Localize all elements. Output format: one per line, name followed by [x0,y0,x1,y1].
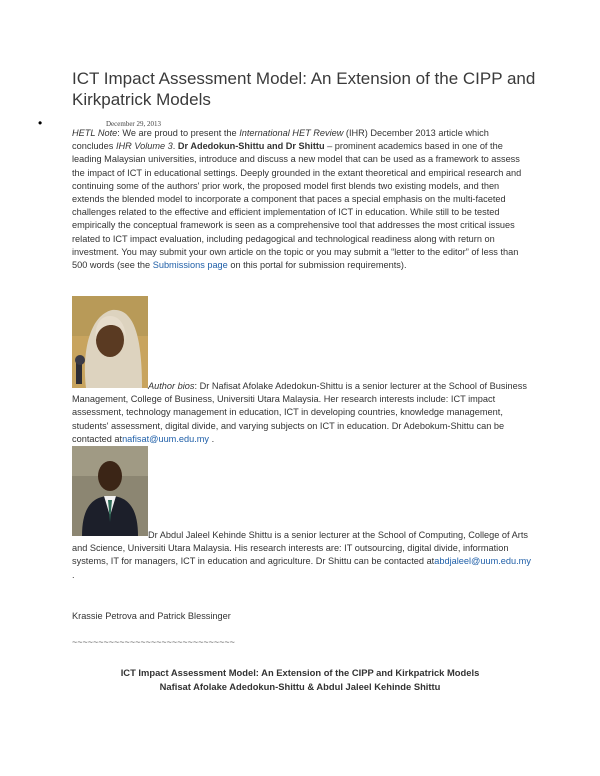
intro-text-2: (IHR) December 2013 article which concludes [72,128,489,152]
intro-paragraph [72,127,532,272]
author-names: Dr Adedokun-Shittu and Dr Shittu [177,141,325,152]
page-title: ICT Impact Assessment Model: An Extension of the CIPP and Kirkpatrick Models [72,69,536,109]
bullet-icon: • [38,116,43,130]
author-bio-1: Author bios: Dr Nafisat Afolake Adedokun-Shittu is a senior lecturer at the School of Business Management, College of Business, Universiti Utara Malaysia. Her research interests include: ICT impact assessment, technology management in education, ICT in developing countries, knowledge management, students' assessment, digital divide, and varying subjects on ICT in education. Dr Adebokum-Shittu can be contacted atnafisat@uum.edu.my . [72,381,527,444]
author-bios-label: Author bios [148,381,195,391]
bio1-text: : Dr Nafisat Afolake Adedokun-Shittu is a senior lecturer at the School of Business Management, College of Business, Universiti Utara Malaysia. Her research interests include: ICT impact assessment, technology management in education, ICT in developing countries, knowledge management, students' assessment, digital divide, and varying subjects on ICT in education. Dr Adebokum-Shittu can be contacted at [72,381,527,444]
author-photo-1 [72,296,148,388]
intro-text-4: – prominent academics based in one of the leading Malaysian universities, introduce and discuss a new model that can be used as a framework to assess the impact of ICT in educational settings. Deeply grounded in the extant theoretical and empirical research and continuing some of the authors' prior work, the proposed model first blends two existing models, and then extends the blended model to incorporate a component that paces a special emphasis on the multi-faceted challenges related to the effective and efficient implementation of ICT in education. While still to be tested empirically the conceptual framework is seen as a comprehensive tool that addresses the most critical issues related to ICT impact evaluation, including pedagogical and technological readiness along with return on investment. You may submit your own article on the topic or you may submit a “letter to the editor” of less than 500 words (see the [72,141,522,271]
email-link-2[interactable]: abdjaleel@uum.edu.my [434,556,531,567]
note-label: HETL Note [72,128,118,138]
volume-name: IHR Volume 3 [115,141,173,152]
article-title: ICT Impact Assessment Model: An Extension of the CIPP and Kirkpatrick Models [120,667,480,678]
intro-text-3: . [172,141,178,152]
signature: Krassie Petrova and Patrick Blessinger [72,611,231,621]
journal-name: International HET Review [239,128,344,138]
author-photo-2 [72,446,148,536]
bio2-text: Dr Abdul Jaleel Kehinde Shittu is a senior lecturer at the School of Computing, College of Arts and Science, Universiti Utara Malaysia. His research interests are: IT outsourcing, digital divide, information systems, IT for managers, ICT in education and agriculture. Dr Shittu can be contacted at [72,530,528,567]
divider: ~~~~~~~~~~~~~~~~~~~~~~~~~~~~~~~ [72,637,235,647]
author-bio-2: Dr Abdul Jaleel Kehinde Shittu is a senior lecturer at the School of Computing, College of Arts and Science, Universiti Utara Malaysia. His research interests are: IT outsourcing, digital divide, information systems, IT for managers, ICT in education and agriculture. Dr Shittu can be contacted atabdjaleel@uum.edu.my . [72,530,531,580]
email-link-1[interactable]: nafisat@uum.edu.my [122,433,210,444]
intro-text-1: : We are proud to present the [117,128,240,138]
post-date: December 29, 2013 [106,120,162,128]
submissions-link[interactable]: Submissions page [152,260,228,271]
intro-text-5: on this portal for submission requirements). [227,260,407,271]
article-authors: Nafisat Afolake Adedokun-Shittu & Abdul Jaleel Kehinde Shittu [159,681,441,692]
